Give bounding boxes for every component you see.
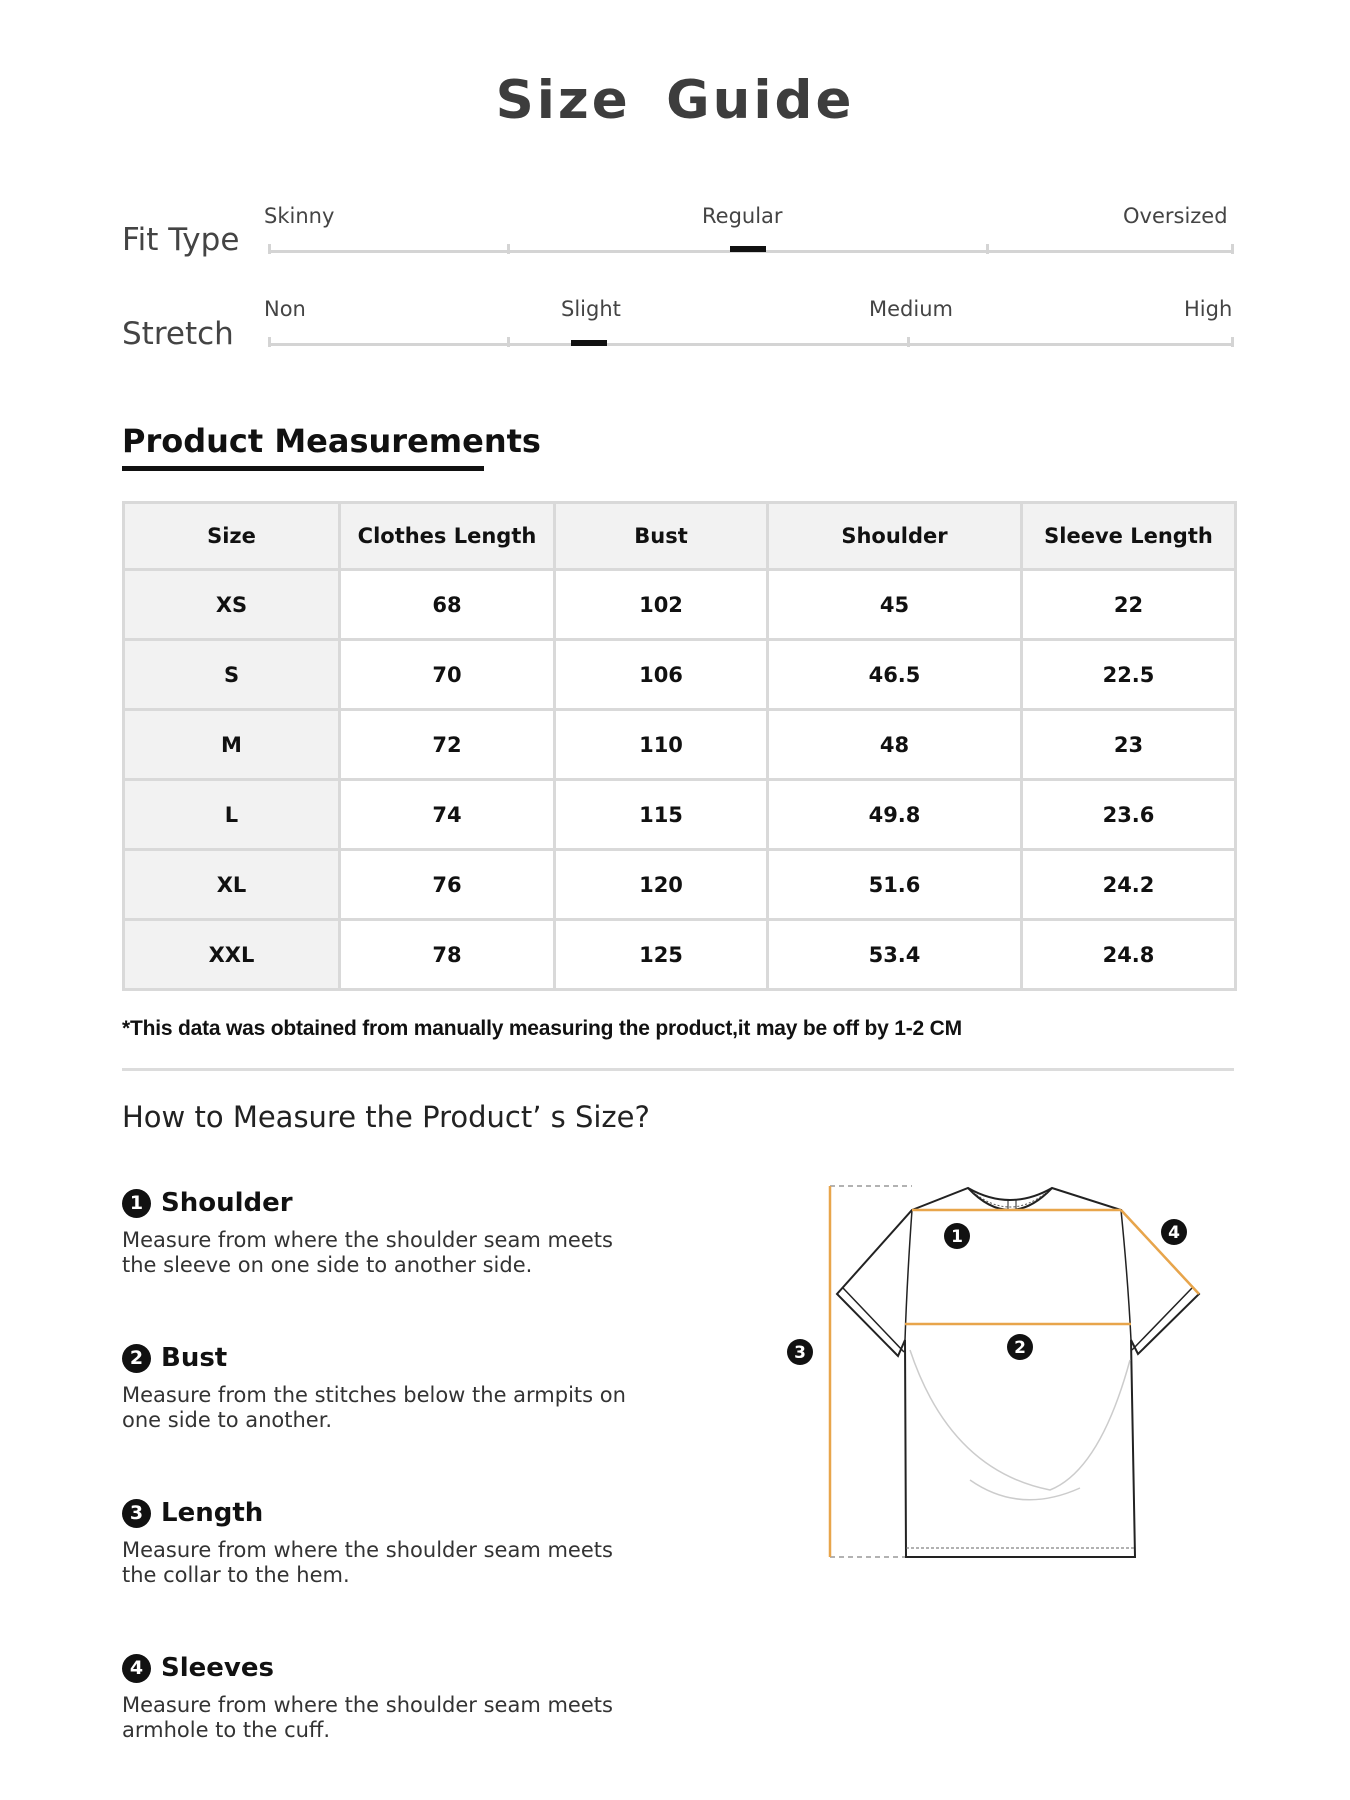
step-shoulder xyxy=(122,1188,642,1278)
step-description: Measure from where the shoulder seam meets the sleeve on one side to another side. xyxy=(122,1228,613,1277)
step-description: Measure from where the shoulder seam meets armhole to the cuff. xyxy=(122,1693,613,1742)
step-title: Bust xyxy=(161,1343,228,1373)
fit-option-skinny: Skinny xyxy=(264,204,335,228)
section-title-measurements: Product Measurements xyxy=(122,422,541,460)
measurement-note: *This data was obtained from manually measuring the product,it may be off by 1-2 CM xyxy=(122,1017,962,1040)
cell-clothes-length: 78 xyxy=(340,920,555,990)
step-length xyxy=(122,1498,642,1588)
tshirt-icon xyxy=(770,1170,1230,1590)
table-row xyxy=(124,780,1236,850)
step-number-icon: 4 xyxy=(122,1654,151,1683)
cell-size: S xyxy=(124,640,340,710)
cell-bust: 106 xyxy=(555,640,768,710)
cell-sleeve-length: 22 xyxy=(1022,570,1236,640)
stretch-option-high: High xyxy=(1184,297,1233,321)
step-bust xyxy=(122,1343,642,1433)
svg-text:2: 2 xyxy=(1014,1338,1026,1358)
column-header-shoulder: Shoulder xyxy=(768,503,1022,570)
cell-size: L xyxy=(124,780,340,850)
table-row xyxy=(124,640,1236,710)
section-underline xyxy=(122,466,484,471)
table-row xyxy=(124,920,1236,990)
cell-bust: 110 xyxy=(555,710,768,780)
cell-clothes-length: 70 xyxy=(340,640,555,710)
svg-text:3: 3 xyxy=(794,1343,806,1363)
cell-shoulder: 46.5 xyxy=(768,640,1022,710)
cell-size: XL xyxy=(124,850,340,920)
callout-1-icon xyxy=(944,1223,970,1249)
step-number-icon: 3 xyxy=(122,1499,151,1528)
cell-clothes-length: 72 xyxy=(340,710,555,780)
cell-clothes-length: 74 xyxy=(340,780,555,850)
size-table xyxy=(122,501,1237,991)
svg-text:1: 1 xyxy=(951,1227,963,1247)
table-header-row xyxy=(124,503,1236,570)
stretch-track xyxy=(268,343,1234,346)
table-row xyxy=(124,850,1236,920)
column-header-size: Size xyxy=(124,503,340,570)
stretch-marker xyxy=(571,340,607,346)
cell-shoulder: 45 xyxy=(768,570,1022,640)
svg-text:4: 4 xyxy=(1168,1223,1180,1243)
column-header-bust: Bust xyxy=(555,503,768,570)
cell-sleeve-length: 22.5 xyxy=(1022,640,1236,710)
column-header-sleeve-length: Sleeve Length xyxy=(1022,503,1236,570)
cell-bust: 125 xyxy=(555,920,768,990)
step-number-icon: 1 xyxy=(122,1189,151,1218)
stretch-option-medium: Medium xyxy=(869,297,953,321)
cell-bust: 102 xyxy=(555,570,768,640)
cell-shoulder: 51.6 xyxy=(768,850,1022,920)
step-number-icon: 2 xyxy=(122,1344,151,1373)
cell-bust: 120 xyxy=(555,850,768,920)
cell-clothes-length: 76 xyxy=(340,850,555,920)
how-to-title: How to Measure the Product’ s Size? xyxy=(122,1100,650,1134)
stretch-option-slight: Slight xyxy=(561,297,621,321)
table-row xyxy=(124,570,1236,640)
fit-type-marker xyxy=(730,246,766,252)
cell-size: M xyxy=(124,710,340,780)
cell-size: XXL xyxy=(124,920,340,990)
cell-shoulder: 48 xyxy=(768,710,1022,780)
fit-option-oversized: Oversized xyxy=(1123,204,1228,228)
cell-sleeve-length: 23 xyxy=(1022,710,1236,780)
step-title: Sleeves xyxy=(161,1653,274,1683)
callout-3-icon xyxy=(787,1339,813,1365)
stretch-option-non: Non xyxy=(264,297,306,321)
step-sleeves xyxy=(122,1653,642,1743)
cell-clothes-length: 68 xyxy=(340,570,555,640)
cell-shoulder: 53.4 xyxy=(768,920,1022,990)
callout-2-icon xyxy=(1007,1334,1033,1360)
page-title: Size Guide xyxy=(495,70,855,131)
stretch-label: Stretch xyxy=(122,316,234,352)
divider xyxy=(122,1068,1234,1071)
step-title: Length xyxy=(161,1498,264,1528)
table-row xyxy=(124,710,1236,780)
cell-size: XS xyxy=(124,570,340,640)
cell-sleeve-length: 24.2 xyxy=(1022,850,1236,920)
column-header-clothes-length: Clothes Length xyxy=(340,503,555,570)
cell-sleeve-length: 23.6 xyxy=(1022,780,1236,850)
cell-sleeve-length: 24.8 xyxy=(1022,920,1236,990)
step-description: Measure from the stitches below the armpits on one side to another. xyxy=(122,1383,626,1432)
fit-option-regular: Regular xyxy=(702,204,783,228)
callout-4-icon xyxy=(1161,1219,1187,1245)
cell-bust: 115 xyxy=(555,780,768,850)
fit-type-label: Fit Type xyxy=(122,222,240,258)
cell-shoulder: 49.8 xyxy=(768,780,1022,850)
step-description: Measure from where the shoulder seam meets the collar to the hem. xyxy=(122,1538,613,1587)
step-title: Shoulder xyxy=(161,1188,293,1218)
